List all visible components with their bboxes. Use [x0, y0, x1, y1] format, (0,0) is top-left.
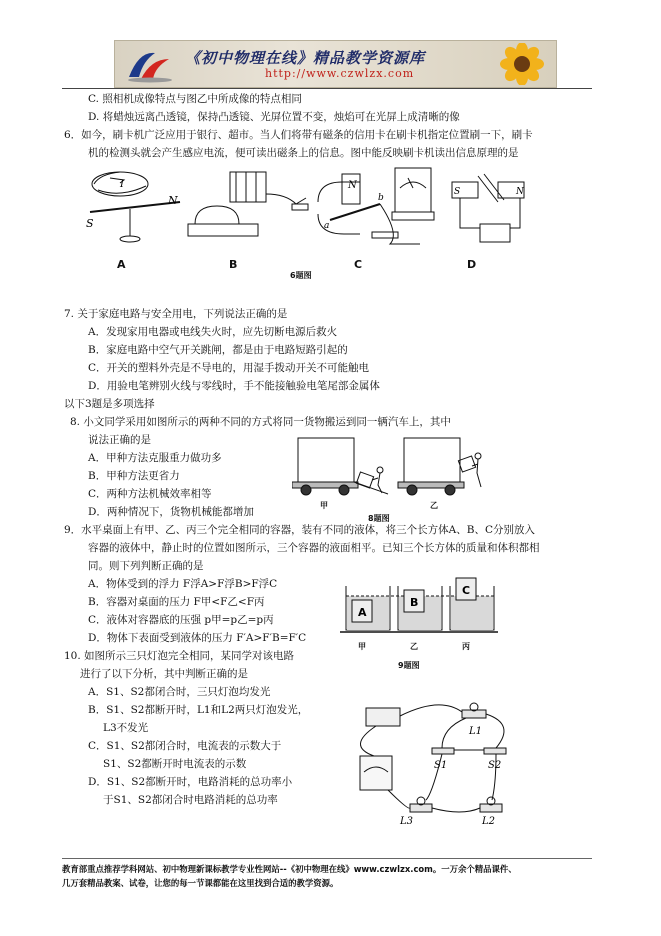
q6-fig-d-n-label: N — [516, 187, 524, 197]
q10-option-b1: B．S1、S2都断开时，L1和L2两只灯泡发光， — [88, 704, 309, 716]
q8-option-d: D．两种情况下，货物机械能都增加 — [88, 506, 254, 518]
q8-figure-yi — [398, 438, 481, 495]
q8-option-c: C．两种方法机械效率相等 — [88, 488, 212, 500]
q10-option-d2: 于S1、S2都闭合时电路消耗的总功率 — [103, 794, 278, 806]
q10-option-c1: C．S1、S2都闭合时，电流表的示数大于 — [88, 740, 282, 752]
q6-figure — [80, 164, 530, 254]
switch-s2 — [484, 748, 506, 754]
q10-option-d1: D．S1、S2都断开时，电路消耗的总功率小 — [88, 776, 293, 788]
q7-stem: 7. 关于家庭电路与安全用电，下列说法正确的是 — [64, 308, 288, 320]
q6-label-b: B — [229, 258, 238, 271]
q6-fig-a-label: a — [324, 221, 330, 231]
q9-label-jia: 甲 — [358, 642, 366, 651]
q10-option-c2: S1、S2都断开时电流表的示数 — [103, 758, 247, 770]
header-rule — [62, 88, 592, 89]
q6-figure-b — [188, 172, 308, 236]
q9-stem-line3: 同。则下列判断正确的是 — [88, 560, 204, 572]
q6-label-c: C — [354, 258, 363, 271]
q6-label-a: A — [117, 258, 126, 271]
ammeter — [360, 756, 392, 790]
q8-option-a: A．甲种方法克服重力做功多 — [88, 452, 222, 464]
multi-choice-note: 以下3题是多项选择 — [64, 398, 155, 410]
battery-box — [366, 708, 400, 726]
q9-block-a: A — [358, 606, 367, 619]
q9-label-yi: 乙 — [410, 642, 418, 651]
q10-option-a: A．S1、S2都闭合时，三只灯泡均发光 — [88, 686, 271, 698]
q9-stem-line1: 9．水平桌面上有甲、乙、丙三个完全相同的容器，装有不同的液体，将三个长方体A、B、C分别放入 — [64, 524, 536, 536]
footer-rule — [62, 858, 592, 859]
q6-fig-b-label: b — [378, 193, 384, 203]
q10-label-l1: L1 — [469, 726, 483, 737]
q6-figure-a — [90, 172, 180, 242]
q9-stem-line2: 容器的液体中，静止时的位置如图所示，三个容器的液面相平。已知三个长方体的质量和体积都相 — [88, 542, 540, 554]
q6-figure-d — [452, 174, 524, 242]
q10-stem-line2: 进行了以下分析，其中判断正确的是 — [80, 668, 248, 680]
q5-option-c: C. 照相机成像特点与图乙中所成像的特点相同 — [88, 93, 302, 105]
q6-fig-n-label: N — [168, 194, 178, 207]
q6-galvanometer — [392, 168, 434, 220]
q8-label-jia: 甲 — [320, 501, 328, 510]
q6-stem-line2: 机的检测头就会产生感应电流，便可读出磁条上的信息。图中能反映刷卡机读出信息原理的是 — [88, 147, 519, 159]
q9-label-bing: 丙 — [462, 642, 470, 651]
q6-fig-i-label: I — [120, 179, 124, 190]
q8-figure-jia — [292, 438, 388, 495]
q8-option-b: B．甲种方法更省力 — [88, 470, 180, 482]
banner-url[interactable]: http://www.czwlzx.com — [265, 67, 415, 80]
q6-fig-s-label: S — [86, 217, 94, 230]
q8-label-yi: 乙 — [430, 501, 438, 510]
q6-stem-line1: 6．如今，刷卡机广泛应用于银行、超市。当人们将带有磁条的信用卡在刷卡机指定位置刷一下，刷卡 — [64, 129, 533, 141]
q9-block-b: B — [410, 596, 419, 609]
q10-option-b2: L3不发光 — [103, 722, 149, 734]
q8-stem-line2: 说法正确的是 — [88, 434, 151, 446]
q9-option-d: D．物体下表面受到液体的压力 F′A>F′B=F′C — [88, 632, 307, 644]
q6-fig-c-n-label: N — [348, 180, 357, 191]
q5-option-d: D. 将蜡烛远离凸透镜，保持凸透镜、光屏位置不变，烛焰可在光屏上成清晰的像 — [88, 111, 460, 123]
q8-figure — [292, 434, 502, 500]
footer-line2: 几万套精品教案、试卷，让您的每一节课都能在这里找到合适的教学资源。 — [62, 878, 339, 888]
q9-option-b: B．容器对桌面的压力 F甲<F乙<F丙 — [88, 596, 265, 608]
q7-option-b: B．家庭电路中空气开关跳闸，都是由于电路短路引起的 — [88, 344, 348, 356]
header-banner — [114, 40, 557, 88]
q10-label-l3: L3 — [400, 816, 414, 827]
q6-fig-d-s-label: S — [454, 187, 461, 197]
q10-label-l2: L2 — [482, 816, 496, 827]
site-logo-icon — [125, 47, 175, 83]
q9-block-c: C — [462, 584, 471, 597]
sunflower-icon — [492, 43, 552, 85]
q9-option-a: A．物体受到的浮力 F浮A>F浮B>F浮C — [88, 578, 278, 590]
banner-title: 《初中物理在线》精品教学资源库 — [185, 49, 426, 67]
switch-s1 — [432, 748, 454, 754]
q10-label-s2: S2 — [488, 760, 502, 771]
q7-option-d: D．用验电笔辨别火线与零线时，手不能接触验电笔尾部金属体 — [88, 380, 380, 392]
q8-stem-line1: 8. 小文同学采用如图所示的两种不同的方式将同一货物搬运到同一辆汽车上，其中 — [70, 416, 451, 428]
q6-label-d: D — [467, 258, 477, 271]
q10-stem-line1: 10. 如图所示三只灯泡完全相同，某同学对该电路 — [64, 650, 295, 662]
footer-line1: 教育部重点推荐学科网站、初中物理新课标教学专业性网站--《初中物理在线》www.czwlzx.com。一万余个精品课件、 — [62, 864, 517, 874]
q9-figure — [340, 572, 500, 638]
q7-option-c: C．开关的塑料外壳是不导电的，用湿手拨动开关不可能触电 — [88, 362, 370, 374]
q10-circuit-figure — [352, 700, 532, 830]
q6-figure-caption: 6题图 — [290, 271, 312, 280]
q9-figure-caption: 9题图 — [398, 661, 420, 670]
q9-option-c: C．液体对容器底的压强 p甲=p乙=p丙 — [88, 614, 274, 626]
q10-label-s1: S1 — [434, 760, 448, 771]
q8-figure-caption: 8题图 — [368, 514, 390, 523]
q7-option-a: A．发现家用电器或电线失火时，应先切断电源后救火 — [88, 326, 338, 338]
